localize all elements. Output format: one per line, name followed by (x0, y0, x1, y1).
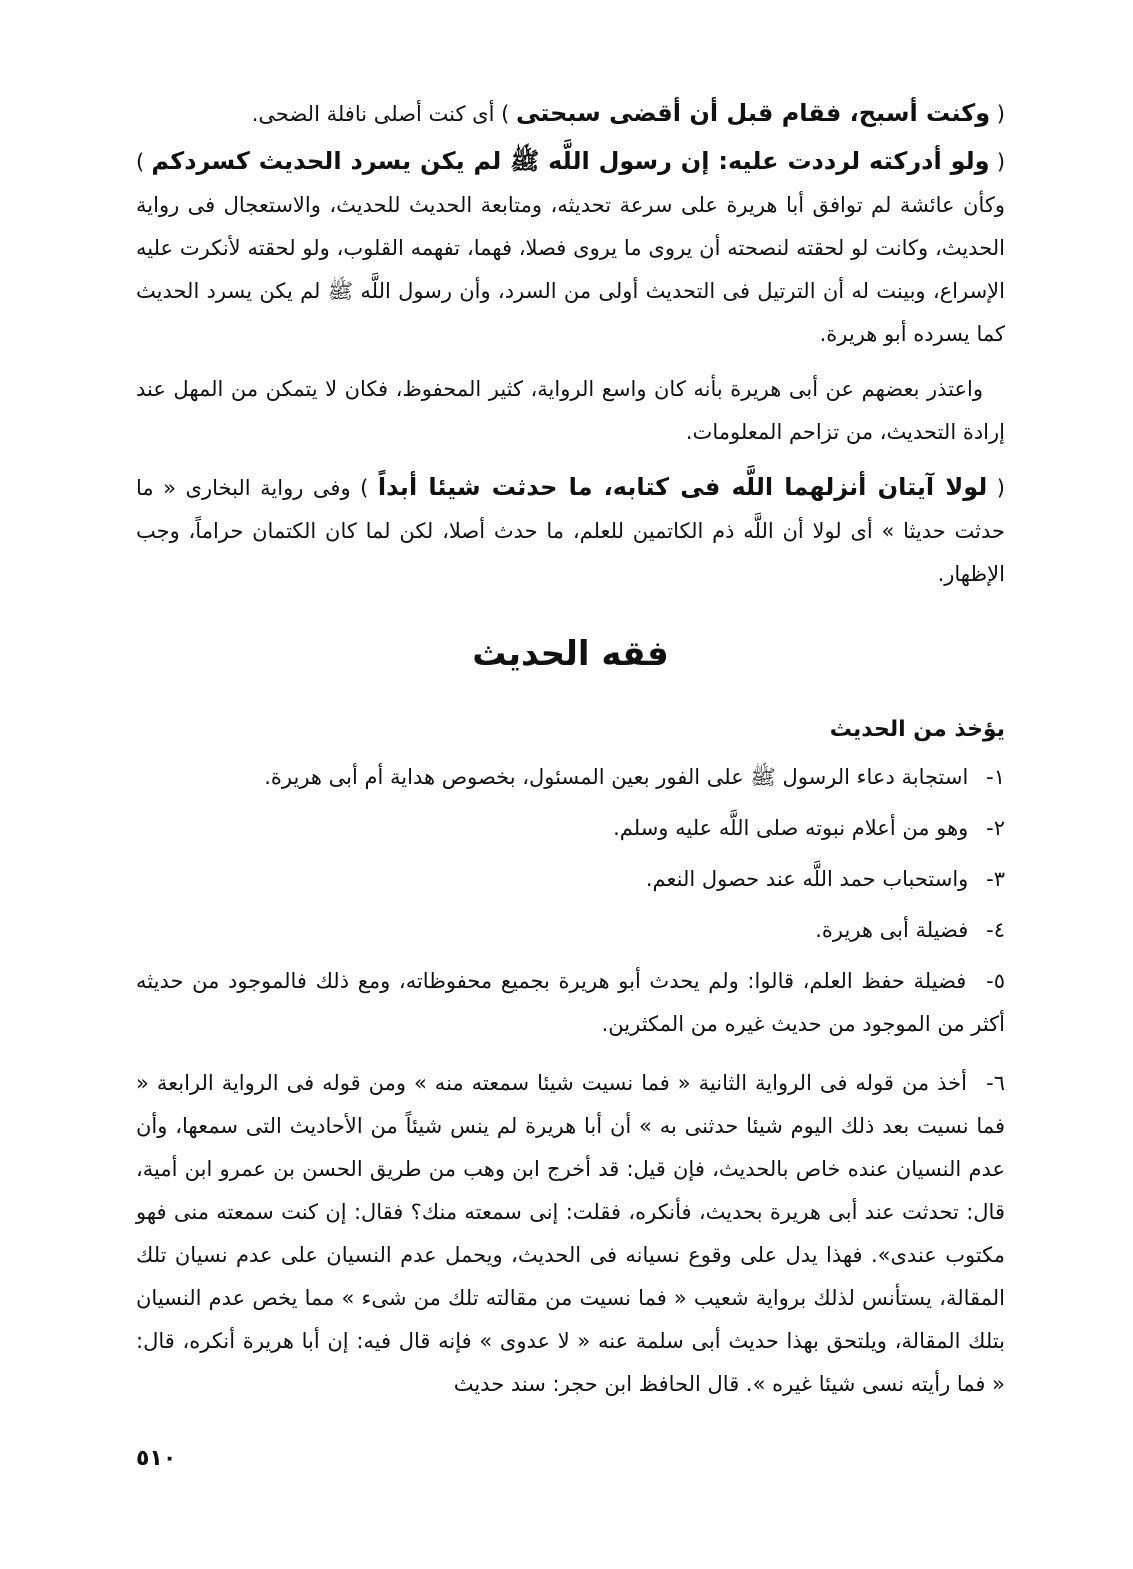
section-title: فقه الحديث (472, 634, 669, 674)
list-item (136, 858, 1005, 901)
paragraph-4 (136, 466, 1005, 596)
list-item (136, 909, 1005, 952)
paragraph-3: واعتذر بعضهم عن أبى هريرة بأنه كان واسع الرواية، كثير المحفوظ، فكان لا يتمكن من المهل عند إرادة التحديث، من تزاحم المعلومات. (136, 377, 1005, 444)
list-item (136, 960, 1005, 1046)
item-text: واستحباب حمد اللَّه عند حصول النعم. (645, 867, 969, 891)
paragraph-1 (136, 92, 1005, 136)
page-number: ٥١٠ (136, 1446, 177, 1471)
list-item (136, 1062, 1005, 1406)
hadith-quote: وكنت أسبح، فقام قبل أن أقضى سبحتى (515, 99, 991, 127)
paragraph-2 (136, 140, 1005, 356)
item-text: فضيلة حفظ العلم، قالوا: ولم يحدث أبو هريرة بجميع محفوظاته، ومع ذلك فالموجود من حديثه أكثر من الموجود من حديث غيره من المكثرين. (136, 969, 1005, 1036)
commentary-text: ) وفى رواية البخارى « ما حدثت حديثا » أى لولا أن اللَّه ذم الكاتمين للعلم، ما حدث أصلا، لكن لما كان الكتمان حراماً، وجب الإظهار. (136, 476, 1005, 586)
list-item (136, 756, 1005, 799)
hadith-quote: لولا آيتان أنزلهما اللَّه فى كتابه، ما حدثت شيئا أبداً (377, 473, 988, 501)
benefits-list (136, 756, 1005, 1406)
item-number: ١- (986, 765, 1005, 789)
item-number: ٣- (986, 867, 1005, 891)
item-text: استجابة دعاء الرسول ﷺ على الفور بعين المسئول، بخصوص هداية أم أبى هريرة. (264, 765, 969, 789)
list-item (136, 807, 1005, 850)
item-text: أخذ من قوله فى الرواية الثانية « فما نسيت شيئا سمعته منه » ومن قوله فى الرواية الرابعة « فما نسيت بعد ذلك اليوم شيئا حدثنى به » أن أبا هريرة لم ينس شيئاً من الأحاديث التى سمعها، وأن عدم النسيان عنده خاص بالحديث، فإن قيل: قد أخرج ابن وهب من طريق الحسن بن عمرو ابن أمية، قال: تحدثت عند أبى هريرة بحديث، فأنكره، فقلت: إنى سمعته منك؟ فقال: إن كنت سمعته منى فهو مكتوب عندى». فهذا يدل على وقوع نسيانه فى الحديث، ويحمل عدم النسيان على عدم نسيان تلك المقالة، يستأنس لذلك برواية شعيب « فما نسيت من مقالته تلك من شىء » مما يخص عدم النسيان بتلك المقالة، ويلتحق بهذا حديث أبى سلمة عنه « لا عدوى » فإنه قال فيه: إن أبا هريرة أنكره، قال: « فما رأيته نسى شيئا غيره ». قال الحافظ ابن حجر: سند حديث (136, 1071, 1005, 1396)
commentary-text: ) أى كنت أصلى نافلة الضحى. (251, 102, 516, 126)
subheading: يؤخذ من الحديث (829, 717, 1005, 742)
item-number: ٦- (986, 1071, 1005, 1095)
item-number: ٢- (986, 816, 1005, 840)
item-number: ٤- (986, 918, 1005, 942)
paren-open: ( (990, 102, 1005, 126)
commentary-text: ) وكأن عائشة لم توافق أبا هريرة على سرعة تحديثه، ومتابعة الحديث للحديث، والاستعجال فى رواية الحديث، وكانت لو لحقته لنصحته أن يروى ما يروى فصلا، فهما، تفهمه القلوب، ولو لحقته لأنكرت عليه الإسراع، وبينت له أن الترتيل فى التحديث أولى من السرد، وأن رسول اللَّه ﷺ لم يكن يسرد الحديث كما يسرده أبو هريرة. (136, 150, 1005, 346)
hadith-quote: ولو أدركته لرددت عليه: إن رسول اللَّه ﷺ لم يكن يسرد الحديث كسردكم (151, 147, 990, 175)
paren-open: ( (989, 150, 1006, 174)
paren-open: ( (987, 476, 1005, 500)
item-text: فضيلة أبى هريرة. (815, 918, 969, 942)
item-number: ٥- (986, 969, 1005, 993)
item-text: وهو من أعلام نبوته صلى اللَّه عليه وسلم. (613, 816, 969, 840)
